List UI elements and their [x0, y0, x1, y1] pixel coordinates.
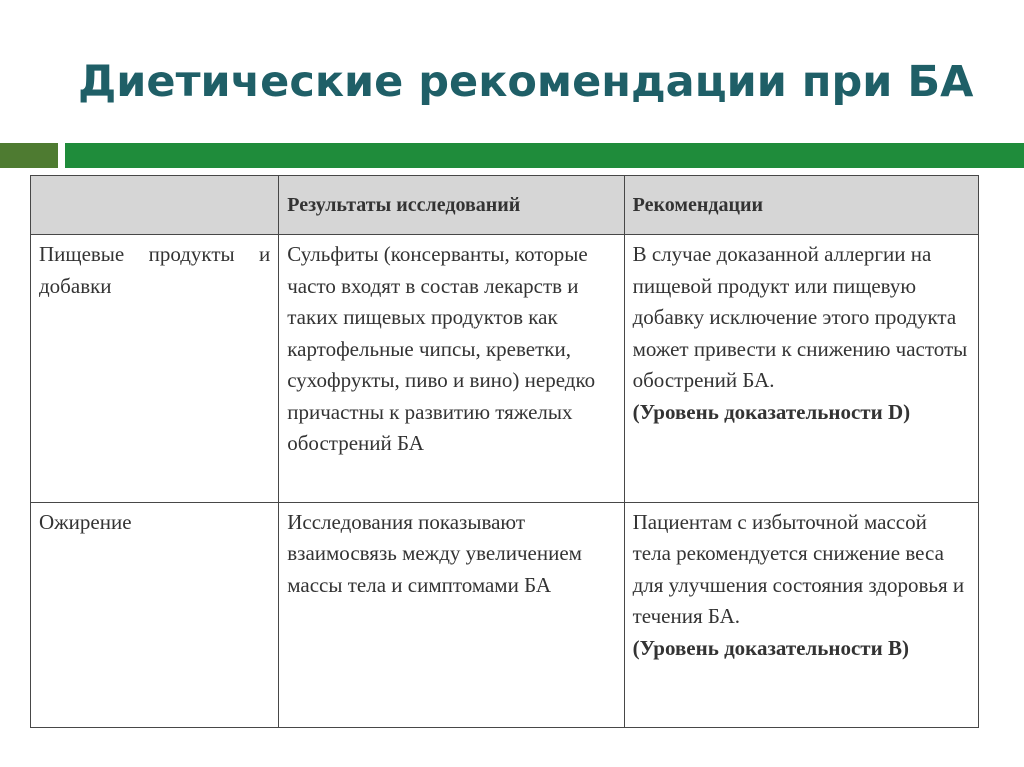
category-cell	[31, 502, 279, 727]
header-empty-cell	[31, 176, 279, 235]
table-header-row	[31, 176, 979, 235]
table-header	[31, 176, 979, 235]
category-label: Ожирение	[39, 509, 132, 534]
recommendation-cell	[624, 502, 978, 727]
category-label: Пищевые продукты и добавки	[39, 242, 271, 298]
header-research-results: Результаты исследований	[279, 176, 624, 235]
recommendation-cell	[624, 235, 978, 503]
recommendation-text: В случае доказанной аллергии на пищевой продукт или пищевую добавку исключение этого продукта может привести к снижению частоты обострений БА.	[632, 242, 968, 392]
research-finding-cell	[279, 502, 624, 727]
research-finding-cell	[279, 235, 624, 503]
evidence-level: (Уровень доказательности B)	[632, 635, 909, 660]
recommendation-text: Пациентам с избыточной массой тела рекомендуется снижение веса для улучшения состояния здоровья и течения БА.	[632, 509, 965, 629]
title-accent-bar	[65, 143, 1024, 168]
research-finding-text: Исследования показывают взаимосвязь между увеличением массы тела и симптомами БА	[287, 509, 582, 597]
category-cell	[31, 235, 279, 503]
table-row	[31, 235, 979, 503]
slide-title: Диетические рекомендации при БА	[78, 57, 974, 107]
research-finding-text: Сульфиты (консерванты, которые часто входят в состав лекарств и таких пищевых продуктов как картофельные чипсы, креветки, сухофрукты, пиво и вино) нередко причастны к развитию тяжелых обострений БА	[287, 242, 596, 455]
header-recommendations: Рекомендации	[624, 176, 978, 235]
dietary-recommendations-table	[30, 175, 979, 728]
table-row	[31, 502, 979, 727]
title-accent-block	[0, 143, 58, 168]
table-body	[31, 235, 979, 728]
evidence-level: (Уровень доказательности D)	[632, 399, 911, 424]
